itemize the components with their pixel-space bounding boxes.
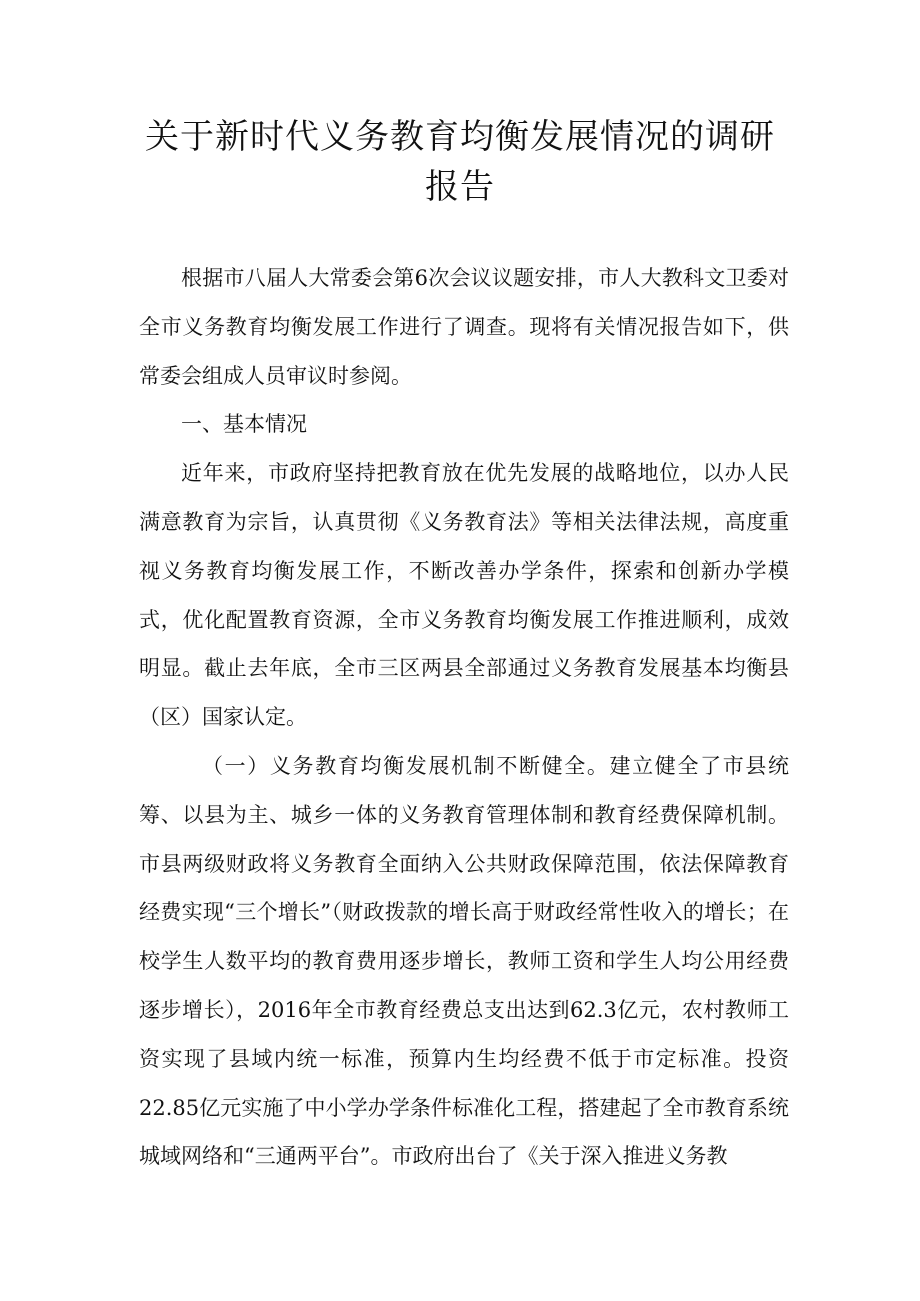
paragraph-mechanism: （一）义务教育均衡发展机制不断健全。建立健全了市县统筹、以县为主、城乡一体的义务教育管理体制和教育经费保障机制。市县两级财政将义务教育全面纳入公共财政保障范围，依法保障教育经费实现“三个增长”（财政拨款的增长高于财政经常性收入的增长；在校学生人数平均的教育费用逐步增长，教师工资和学生人均公用经费逐步增长），2016年全市教育经费总支出达到62.3亿元，农村教师工资实现了县域内统一标准，预算内生均经费不低于市定标准。投资22.85亿元实施了中小学办学条件标准化工程，搭建起了全市教育系统城域网络和“三通两平台”。市政府出台了《关于深入推进义务教 bbox=[139, 753, 789, 1169]
document-body bbox=[139, 254, 789, 1181]
section-heading-basic-situation: 一、基本情况 bbox=[181, 412, 307, 437]
title-line-1: 关于新时代义务教育均衡发展情况的调研 bbox=[145, 117, 775, 157]
paragraph-overview: 近年来，市政府坚持把教育放在优先发展的战略地位，以办人民满意教育为宗旨，认真贯彻《义务教育法》等相关法律法规，高度重视义务教育均衡发展工作，不断改善办学条件，探索和创新办学模式，优化配置教育资源，全市义务教育均衡发展工作推进顺利，成效明显。截止去年底，全市三区两县全部通过义务教育发展基本均衡县（区）国家认定。 bbox=[139, 461, 789, 730]
paragraph-intro: 根据市八届人大常委会第6次会议议题安排，市人大教科文卫委对全市义务教育均衡发展工作进行了调查。现将有关情况报告如下，供常委会组成人员审议时参阅。 bbox=[139, 266, 789, 388]
document-title bbox=[140, 112, 780, 212]
title-line-2: 报告 bbox=[425, 167, 495, 207]
